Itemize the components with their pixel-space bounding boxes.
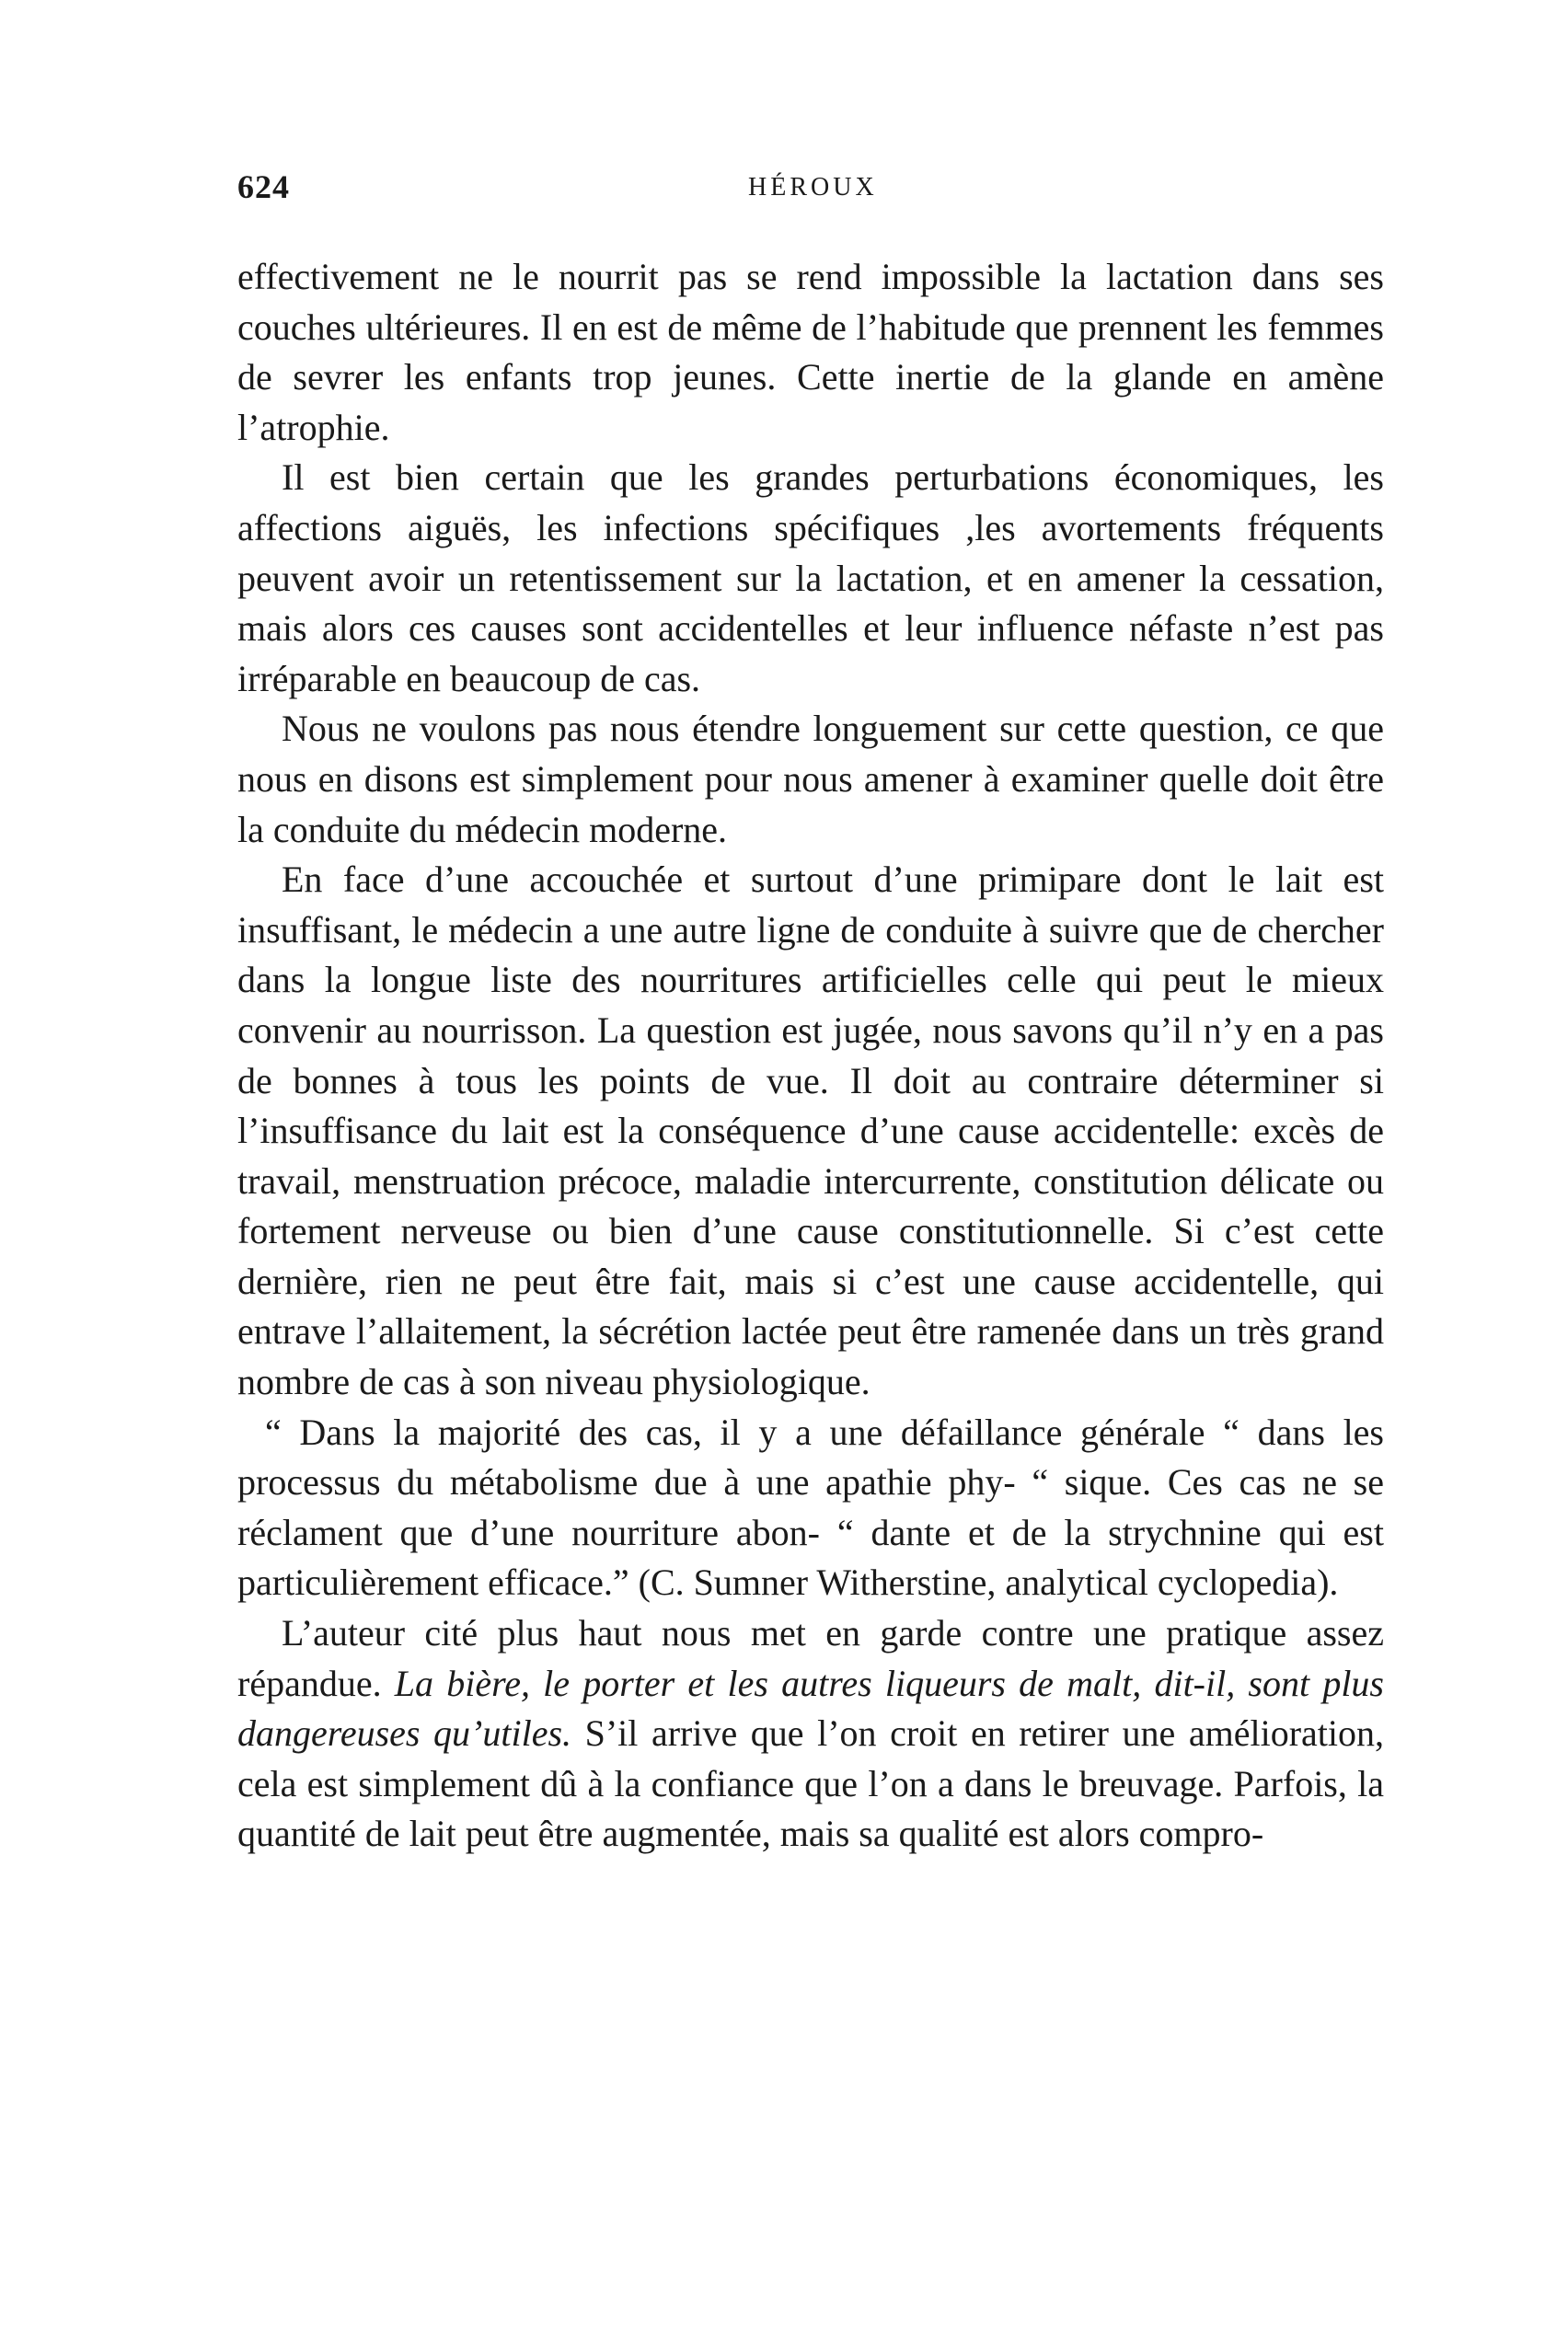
running-head: HÉROUX: [748, 173, 878, 202]
body-text: [237, 252, 1384, 1860]
paragraph-perturbations: Il est bien certain que les grandes perturbations économiques, les affections aiguës, les infections spécifiques ,les avortements fréquents peuvent avoir un retentissement sur la lactation, et en amener la cessation, mais alors ces causes sont accidentelles et leur influence néfaste n’est pas irréparable en beaucoup de cas.: [237, 456, 1384, 699]
paragraph-text-before-italic: L’auteur cité plus haut nous met en garde contre une pratique assez répandue.: [237, 1612, 1384, 1704]
paragraph-question: Nous ne voulons pas nous étendre longuement sur cette question, ce que nous en disons est simplement pour nous amener à examiner quelle doit être la conduite du médecin moderne.: [237, 708, 1384, 850]
page-header: [237, 167, 1384, 213]
page-number: 624: [237, 168, 290, 205]
paragraph-text-after-italic: S’il arrive que l’on croit en retirer une amélioration, cela est simplement dû à la confiance que l’on a dans le breuvage. Parfois, la quantité de lait peut être augmentée, mais sa qualité est alors compro-: [237, 1712, 1384, 1855]
paragraph-quotation: “ Dans la majorité des cas, il y a une défaillance générale “ dans les processus du métabolisme due à une apathie phy- “ sique. Ces cas ne se réclament que d’une nourriture abon- “ dante et de la strychnine qui est particulièrement efficace.” (C. Sumner Witherstine, analytical cyclopedia).: [237, 1411, 1384, 1604]
paragraph-continuation: effectivement ne le nourrit pas se rend impossible la lactation dans ses couches ultérieures. Il en est de même de l’habitude que prennent les femmes de sevrer les enfants trop jeunes. Cette inertie de la glande en amène l’atrophie.: [237, 256, 1384, 448]
paragraph-beer-warning: [237, 1608, 1384, 1860]
paragraph-conduct: En face d’une accouchée et surtout d’une primipare dont le lait est insuffisant, le médecin a une autre ligne de conduite à suivre que de chercher dans la longue liste des nourritures artificielles celle qui peut le mieux convenir au nourrisson. La question est jugée, nous savons qu’il n’y en a pas de bonnes à tous les points de vue. Il doit au contraire déterminer si l’insuffisance du lait est la conséquence d’une cause accidentelle: excès de travail, menstruation précoce, maladie intercurrente, constitution délicate ou fortement nerveuse ou bien d’une cause constitutionnelle. Si c’est cette dernière, rien ne peut être fait, mais si c’est une cause accidentelle, qui entrave l’allaitement, la sécrétion lactée peut être ramenée dans un très grand nombre de cas à son niveau physiologique.: [237, 859, 1384, 1403]
italic-quotation: La bière, le porter et les autres liqueurs de malt, dit-il, sont plus dangereuses qu’utiles.: [237, 1662, 1384, 1755]
